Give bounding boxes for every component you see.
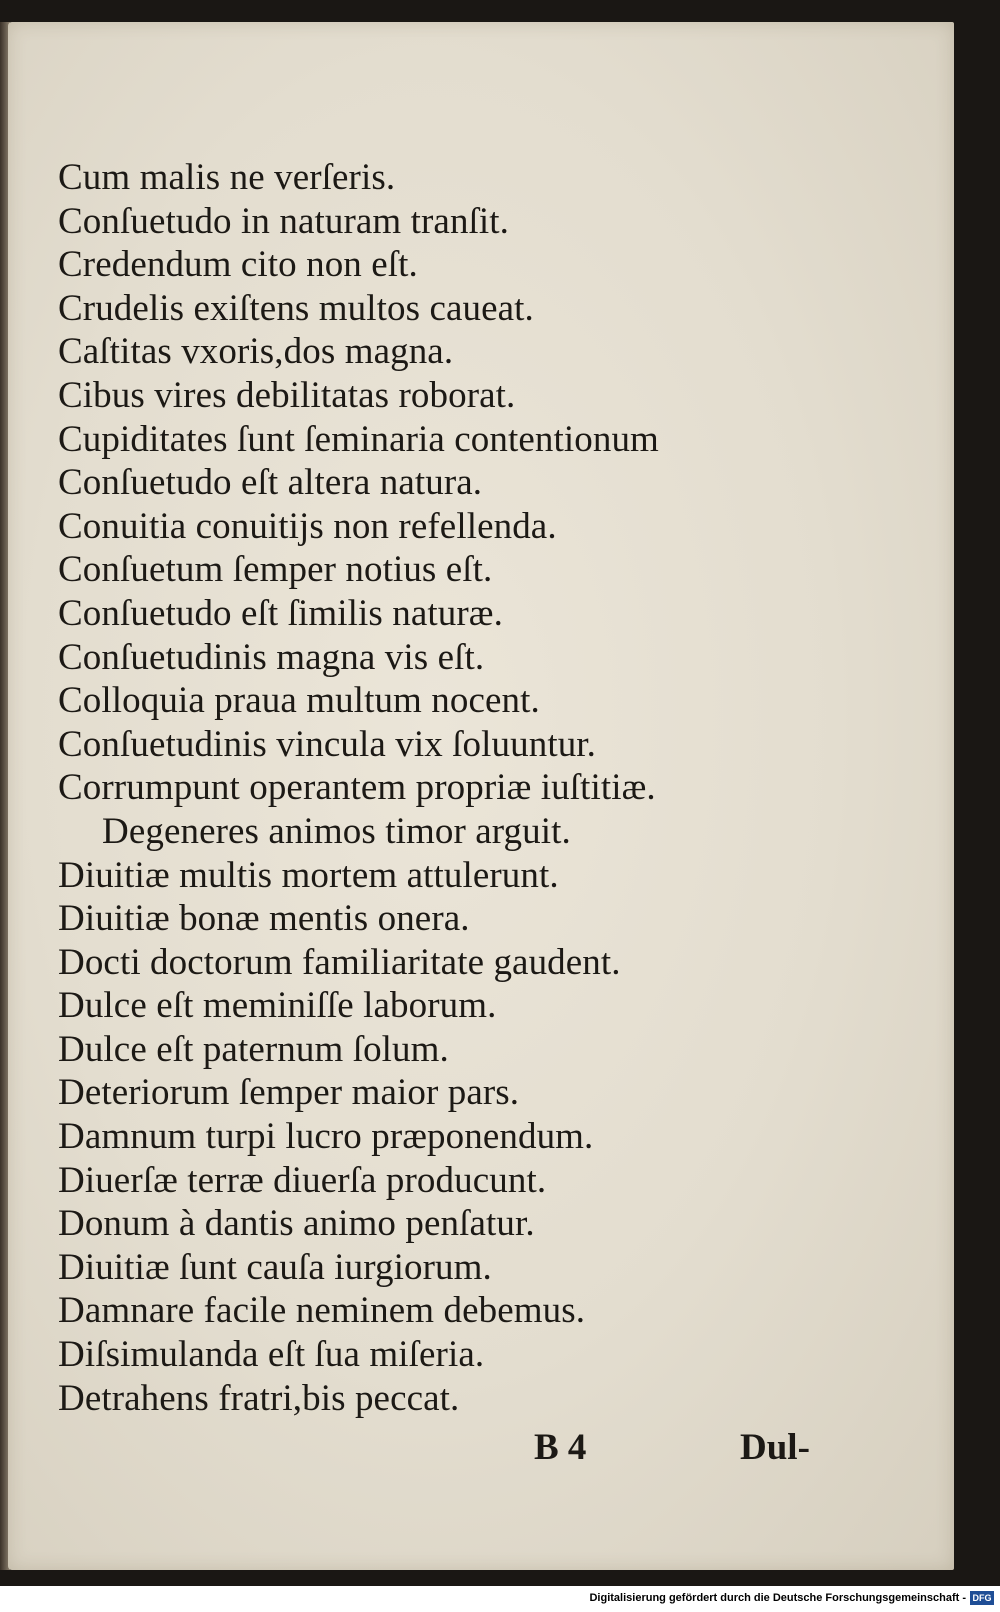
proverb-line: Conuitia conuitijs non refellenda.	[58, 505, 557, 547]
proverb-line: Cibus vires debilitatas roborat.	[58, 374, 516, 416]
proverb-line: Conſuetudinis vincula vix ſoluuntur.	[58, 723, 597, 765]
proverb-line: Conſuetudo eſt altera natura.	[58, 462, 483, 504]
proverb-line: Dulce eſt paternum ſolum.	[58, 1028, 449, 1070]
proverb-line: Cupiditates ſunt ſeminaria contentionum	[58, 418, 659, 460]
proverb-line: Diſsimulanda eſt ſua miſeria.	[58, 1334, 485, 1376]
credit-bar	[0, 1586, 1000, 1612]
catchword: Dul-	[740, 1427, 810, 1468]
proverb-line: Credendum cito non eſt.	[58, 244, 418, 286]
proverb-line: Cum malis ne verſeris.	[58, 157, 396, 198]
proverb-line: Deteriorum ſemper maior pars.	[58, 1072, 520, 1114]
proverb-line: Conſuetudinis magna vis eſt.	[58, 636, 485, 678]
proverb-line: Damnare facile neminem debemus.	[58, 1290, 586, 1332]
proverb-line: Donum à dantis animo penſatur.	[58, 1203, 535, 1245]
dfg-logo-icon: DFG	[970, 1591, 994, 1605]
page-footer	[8, 1426, 954, 1472]
signature-mark: B 4	[534, 1427, 587, 1468]
proverb-line: Diuitiæ ſunt cauſa iurgiorum.	[58, 1246, 492, 1288]
proverb-line: Diuitiæ bonæ mentis onera.	[58, 898, 470, 940]
proverb-line: Damnum turpi lucro præponendum.	[58, 1116, 594, 1158]
proverb-line: Caſtitas vxoris,dos magna.	[58, 331, 454, 373]
proverb-line: Crudelis exiſtens multos caueat.	[58, 287, 534, 329]
proverb-line: Dulce eſt meminiſſe laborum.	[58, 985, 497, 1027]
proverb-line: Conſuetum ſemper notius eſt.	[58, 549, 493, 591]
proverb-line: Detrahens fratri,bis peccat.	[58, 1377, 460, 1419]
book-page	[8, 22, 954, 1570]
proverb-line: Colloquia praua multum nocent.	[58, 680, 540, 722]
proverb-line: Conſuetudo eſt ſimilis naturæ.	[58, 592, 503, 634]
proverb-line: Corrumpunt operantem propriæ iuſtitiæ.	[58, 767, 656, 809]
proverb-line: Docti doctorum familiaritate gaudent.	[58, 941, 621, 983]
proverb-line-section-start: Degeneres animos timor arguit.	[102, 810, 571, 852]
proverb-line: Diuerſæ terræ diuerſa producunt.	[58, 1159, 547, 1201]
funding-credit: Digitalisierung gefördert durch die Deutsche Forschungsgemeinschaft -	[589, 1592, 966, 1604]
proverb-line: Conſuetudo in naturam tranſit.	[58, 200, 510, 242]
proverb-line: Diuitiæ multis mortem attulerunt.	[58, 854, 559, 896]
proverb-list	[58, 156, 958, 1420]
